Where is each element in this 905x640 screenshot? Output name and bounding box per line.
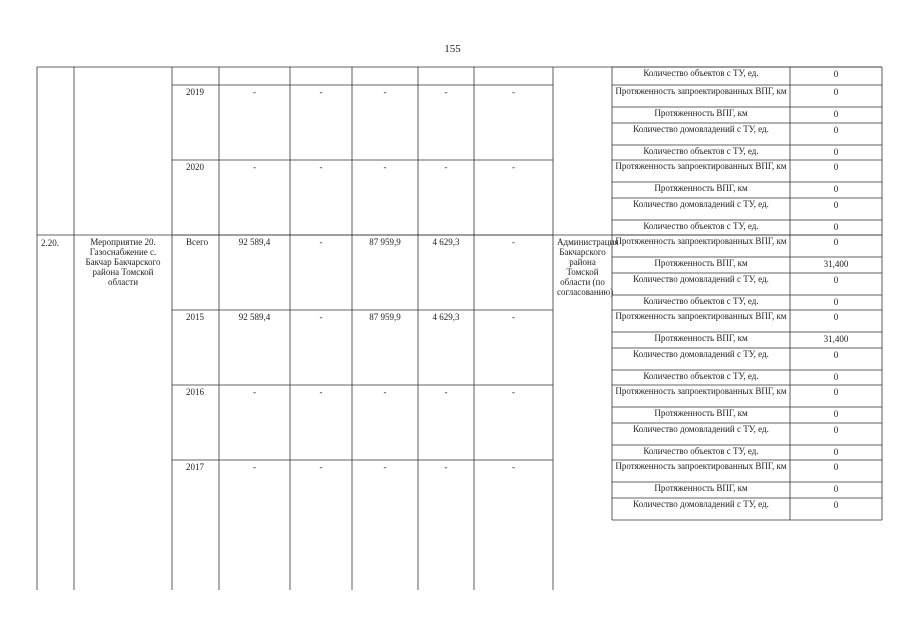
indicator-value: 0: [833, 125, 839, 135]
amount-other: -: [512, 462, 515, 472]
indicator-label: Протяженность запроектированных ВПГ, км: [615, 161, 787, 171]
indicator-label: Количество объектов с ТУ, ед.: [643, 221, 759, 231]
indicator-label: Количество объектов с ТУ, ед.: [643, 296, 759, 306]
amount-regional: 87 959,9: [369, 237, 401, 247]
indicator-label: Протяженность запроектированных ВПГ, км: [615, 311, 787, 321]
indicator-value: 0: [833, 69, 839, 79]
indicator-value: 0: [833, 297, 839, 307]
amount-dash: -: [253, 162, 256, 172]
amount-dash: -: [253, 87, 256, 97]
indicator-value: 0: [833, 350, 839, 360]
indicator-label: Количество объектов с ТУ, ед.: [643, 371, 759, 381]
amount-local: 4 629,3: [432, 312, 460, 322]
indicator-value: 0: [833, 162, 839, 172]
amount-local: -: [444, 387, 448, 397]
indicator-value: 0: [833, 222, 839, 232]
measure-title: Мероприятие 20. Газоснабжение с. Бакчар Бакчарского района Томской области: [85, 237, 161, 287]
indicator-value: 0: [833, 87, 839, 97]
year-label: 2015: [186, 312, 204, 322]
indicator-label: Протяженность ВПГ, км: [654, 108, 748, 118]
indicator-value: 0: [833, 147, 839, 157]
amount-regional: 87 959,9: [369, 312, 401, 322]
amount-other: -: [512, 312, 515, 322]
year-label: 2017: [186, 462, 204, 472]
indicator-label: Протяженность запроектированных ВПГ, км: [615, 236, 787, 246]
amount-federal: -: [319, 387, 323, 397]
page-number: 155: [444, 43, 461, 55]
amount-total: 92 589,4: [238, 237, 271, 247]
executor: Администрация Бакчарского района Томской области (по согласованию): [557, 237, 619, 297]
indicator-value: 0: [833, 372, 839, 382]
indicator-label: Протяженность ВПГ, км: [654, 408, 748, 418]
indicator-label: Протяженность запроектированных ВПГ, км: [615, 386, 787, 396]
indicator-value: 0: [833, 425, 839, 435]
indicator-label: Количество домовладений с ТУ, ед.: [633, 199, 769, 209]
indicator-label: Протяженность запроектированных ВПГ, км: [615, 86, 787, 96]
indicator-label: Протяженность запроектированных ВПГ, км: [615, 461, 787, 471]
amount-dash: -: [383, 162, 387, 172]
indicator-value: 0: [833, 447, 839, 457]
indicator-value: 0: [833, 500, 839, 510]
indicator-label: Количество домовладений с ТУ, ед.: [633, 349, 769, 359]
indicator-value: 0: [833, 387, 839, 397]
measure-number: 2.20.: [41, 238, 59, 248]
amount-dash: -: [444, 162, 448, 172]
indicator-value: 0: [833, 184, 839, 194]
amount-total: -: [253, 387, 256, 397]
indicator-label: Количество объектов с ТУ, ед.: [643, 446, 759, 456]
indicator-value: 0: [833, 275, 839, 285]
indicator-label: Количество домовладений с ТУ, ед.: [633, 424, 769, 434]
amount-dash: -: [512, 162, 515, 172]
indicator-label: Количество домовладений с ТУ, ед.: [633, 274, 769, 284]
amount-federal: -: [319, 462, 323, 472]
indicator-label: Количество домовладений с ТУ, ед.: [633, 499, 769, 509]
amount-other: -: [512, 237, 515, 247]
amount-federal: -: [319, 312, 323, 322]
indicator-label: Протяженность ВПГ, км: [654, 483, 748, 493]
indicator-value: 0: [833, 484, 839, 494]
year-label: 2020: [186, 162, 204, 172]
indicator-value: 31,400: [823, 334, 849, 344]
year-label: Всего: [186, 237, 209, 247]
amount-total: -: [253, 462, 256, 472]
amount-total: 92 589,4: [238, 312, 271, 322]
indicator-value: 0: [833, 462, 839, 472]
amount-other: -: [512, 387, 515, 397]
indicator-value: 0: [833, 237, 839, 247]
indicator-value: 0: [833, 409, 839, 419]
indicator-value: 0: [833, 200, 839, 210]
indicator-label: Количество домовладений с ТУ, ед.: [633, 124, 769, 134]
indicator-label: Протяженность ВПГ, км: [654, 258, 748, 268]
indicator-value: 0: [833, 312, 839, 322]
indicator-value: 0: [833, 109, 839, 119]
amount-regional: -: [383, 387, 387, 397]
year-label: 2019: [186, 87, 204, 97]
amount-regional: -: [383, 462, 387, 472]
indicator-value: 31,400: [823, 259, 849, 269]
year-label: 2016: [186, 387, 204, 397]
indicator-label: Количество объектов с ТУ, ед.: [643, 68, 759, 78]
amount-dash: -: [319, 87, 323, 97]
amount-dash: -: [512, 87, 515, 97]
amount-local: -: [444, 462, 448, 472]
amount-local: 4 629,3: [432, 237, 460, 247]
amount-dash: -: [383, 87, 387, 97]
amount-dash: -: [444, 87, 448, 97]
amount-dash: -: [319, 162, 323, 172]
indicator-label: Протяженность ВПГ, км: [654, 183, 748, 193]
indicator-label: Протяженность ВПГ, км: [654, 333, 748, 343]
indicator-label: Количество объектов с ТУ, ед.: [643, 146, 759, 156]
amount-federal: -: [319, 237, 323, 247]
